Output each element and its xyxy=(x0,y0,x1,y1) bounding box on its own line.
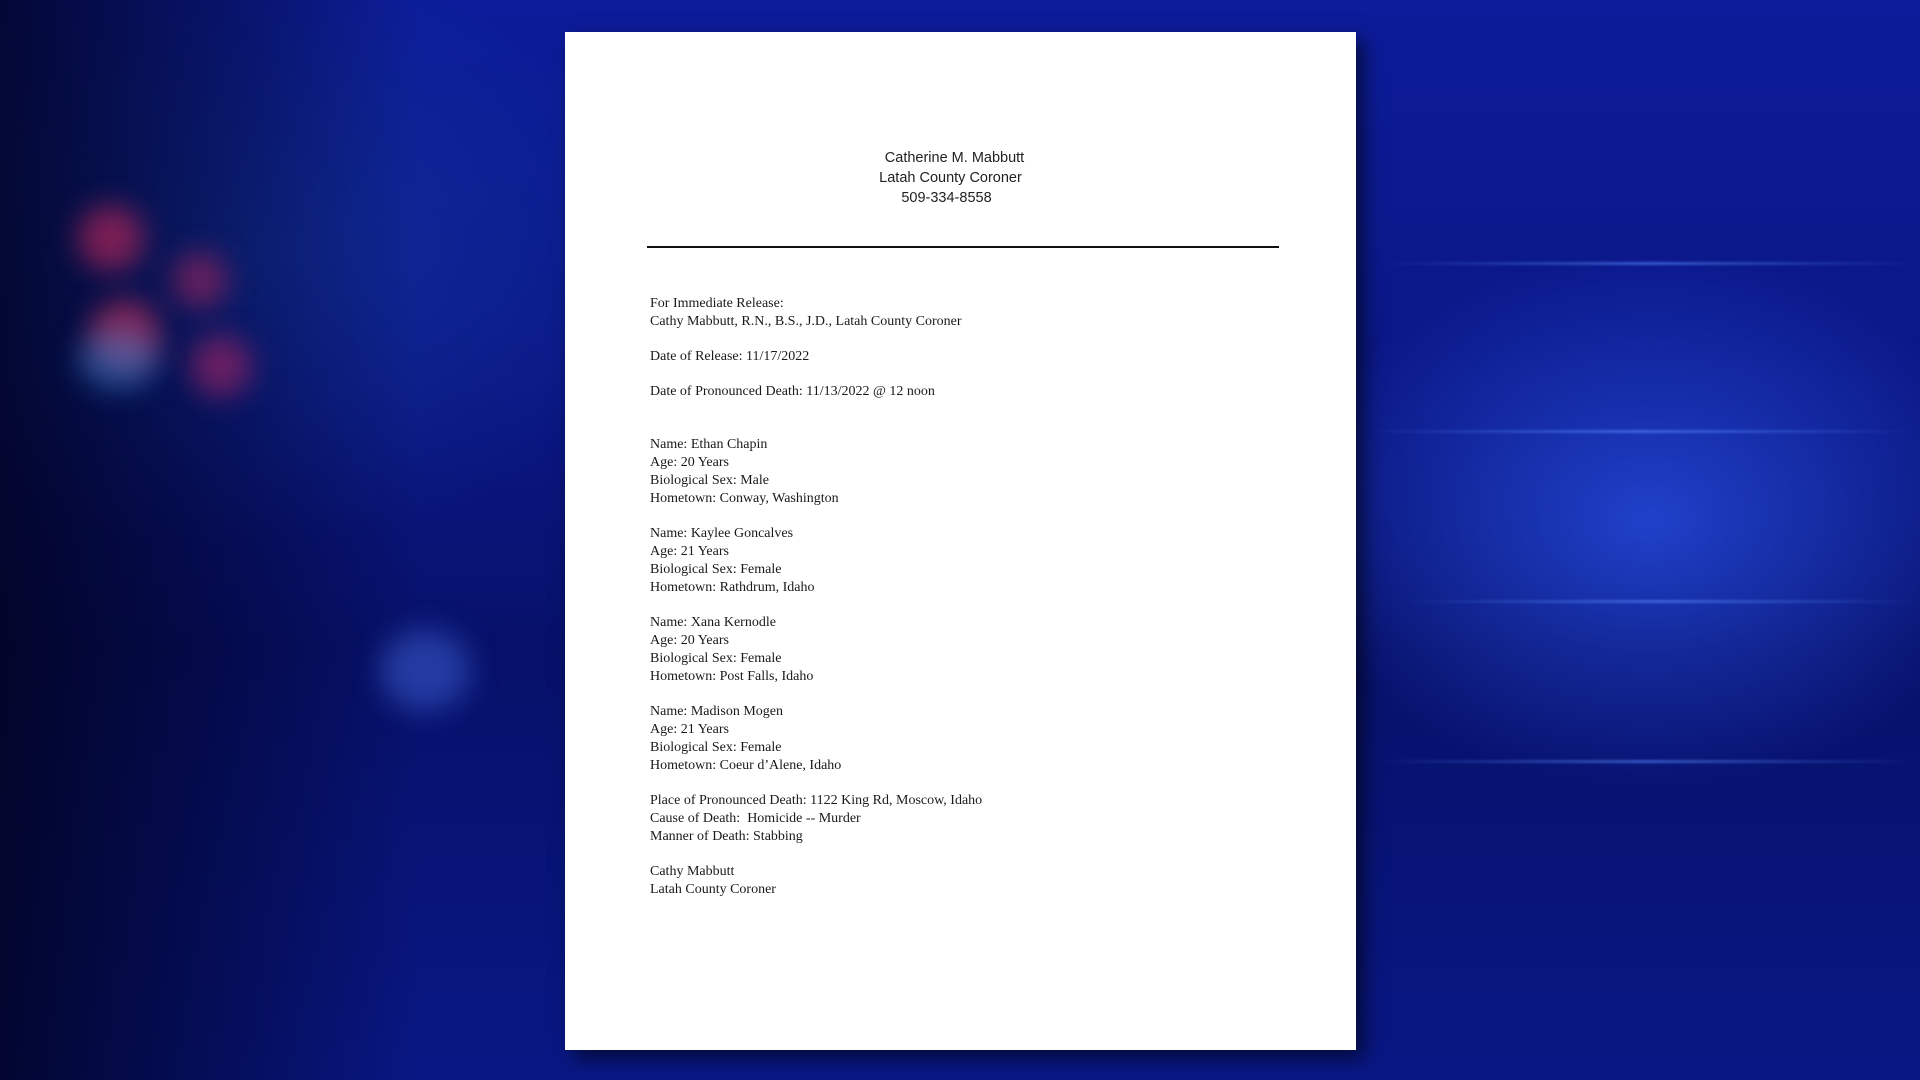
background-bokeh xyxy=(172,252,228,308)
background-bokeh xyxy=(78,330,158,390)
victim-hometown: Hometown: Post Falls, Idaho xyxy=(650,669,814,684)
cause-of-death: Cause of Death: Homicide -- Murder xyxy=(650,811,861,826)
victim-name: Name: Ethan Chapin xyxy=(650,437,768,452)
victim-record xyxy=(650,525,1310,597)
press-release-page xyxy=(565,32,1356,1050)
victim-name: Name: Xana Kernodle xyxy=(650,615,776,630)
background-vignette xyxy=(0,0,420,1080)
victim-name: Name: Kaylee Goncalves xyxy=(650,526,794,541)
signature-title: Latah County Coroner xyxy=(650,882,776,897)
background-streak xyxy=(1380,262,1920,265)
letterhead-name: Catherine M. Mabbutt xyxy=(884,150,1025,166)
victim-record xyxy=(650,703,1310,775)
background-streak xyxy=(1400,600,1920,603)
release-issuer: Cathy Mabbutt, R.N., B.S., J.D., Latah County Coroner xyxy=(650,314,962,329)
victim-sex: Biological Sex: Female xyxy=(650,651,782,666)
date-of-release: Date of Release: 11/17/2022 xyxy=(650,349,810,364)
victim-age: Age: 20 Years xyxy=(650,633,729,648)
date-of-death: Date of Pronounced Death: 11/13/2022 @ 12 noon xyxy=(650,384,935,399)
victim-sex: Biological Sex: Male xyxy=(650,473,769,488)
background-bokeh xyxy=(190,335,252,397)
letterhead xyxy=(565,148,1356,208)
victim-hometown: Hometown: Conway, Washington xyxy=(650,491,839,506)
victim-age: Age: 20 Years xyxy=(650,455,729,470)
letterhead-title: Latah County Coroner xyxy=(879,170,1022,186)
victim-sex: Biological Sex: Female xyxy=(650,740,782,755)
victim-record xyxy=(650,614,1310,686)
background-bokeh xyxy=(78,205,144,271)
manner-of-death: Manner of Death: Stabbing xyxy=(650,829,803,844)
background-bokeh xyxy=(380,630,470,710)
release-heading: For Immediate Release: xyxy=(650,296,784,311)
letterhead-phone: 509-334-8558 xyxy=(901,190,992,206)
background-streak xyxy=(1360,430,1920,433)
victim-age: Age: 21 Years xyxy=(650,544,729,559)
release-body xyxy=(650,295,1310,899)
header-rule xyxy=(647,246,1279,248)
victim-hometown: Hometown: Coeur d’Alene, Idaho xyxy=(650,758,842,773)
victim-name: Name: Madison Mogen xyxy=(650,704,783,719)
victim-hometown: Hometown: Rathdrum, Idaho xyxy=(650,580,815,595)
victim-age: Age: 21 Years xyxy=(650,722,729,737)
signature-name: Cathy Mabbutt xyxy=(650,864,735,879)
place-of-death: Place of Pronounced Death: 1122 King Rd, Moscow, Idaho xyxy=(650,793,983,808)
victim-sex: Biological Sex: Female xyxy=(650,562,782,577)
background-streak xyxy=(1370,760,1920,763)
victim-record xyxy=(650,436,1310,508)
